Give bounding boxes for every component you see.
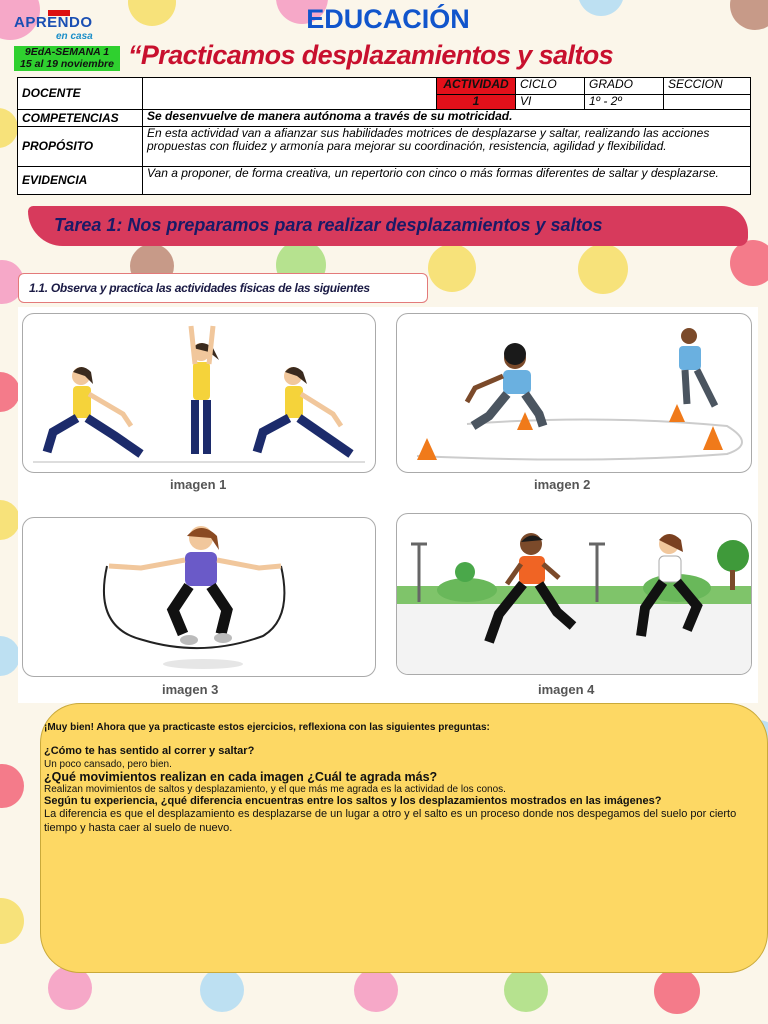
ciclo-label: CICLO xyxy=(516,78,585,95)
seccion-label: SECCION xyxy=(664,78,751,95)
week-badge xyxy=(14,46,120,71)
reflection-content xyxy=(44,722,758,835)
image-2-panel xyxy=(396,313,752,473)
jump-rope-illustration xyxy=(23,518,375,676)
docente-label: DOCENTE xyxy=(18,78,143,110)
answer-2: Realizan movimientos de saltos y desplazamiento, y el que más me agrada es la actividad de los conos. xyxy=(44,784,506,795)
competencias-value: Se desenvuelve de manera autónoma a través de su motricidad. xyxy=(143,110,751,127)
grado-label: GRADO xyxy=(585,78,664,95)
answer-3: La diferencia es que el desplazamiento es desplazarse de un lugar a otro y el salto es un proceso donde nos despegamos del suelo por cierto tiempo y hasta caer al suelo de nuevo. xyxy=(44,808,737,834)
image-3-panel xyxy=(22,517,376,677)
area-heading: EDUCACIÓN xyxy=(306,4,470,34)
decor-dot xyxy=(0,898,24,944)
actividad-value: 1 xyxy=(437,95,516,110)
decor-dot xyxy=(730,0,768,30)
image-4-panel xyxy=(396,513,752,675)
decor-dot xyxy=(354,968,398,1012)
answer-1: Un poco cansado, pero bien. xyxy=(44,759,172,770)
decor-dot xyxy=(578,244,628,294)
decor-dot xyxy=(730,240,768,286)
docente-value xyxy=(143,78,437,110)
decor-dot xyxy=(428,244,476,292)
image-3-caption: imagen 3 xyxy=(162,682,219,697)
aprendo-en-casa-logo xyxy=(14,10,106,46)
competencias-label: COMPETENCIAS xyxy=(18,110,143,127)
seccion-value xyxy=(664,95,751,110)
grado-value: 1º - 2º xyxy=(585,95,664,110)
evidencia-label: EVIDENCIA xyxy=(18,167,143,195)
decor-dot xyxy=(0,108,18,148)
decor-dot xyxy=(654,968,700,1014)
decor-dot xyxy=(0,764,24,808)
logo-text: APRENDO xyxy=(14,14,93,31)
week-dates: 15 al 19 noviembre xyxy=(20,58,114,70)
decor-dot xyxy=(0,636,20,676)
evidencia-value: Van a proponer, de forma creativa, un repertorio con cinco o más formas diferentes de saltar y desplazarse. xyxy=(143,167,751,195)
question-3: Según tu experiencia, ¿qué diferencia encuentras entre los saltos y los desplazamientos mostrados en las imágenes? xyxy=(44,795,662,807)
reflection-intro: ¡Muy bien! Ahora que ya practicaste estos ejercicios, reflexiona con las siguientes preguntas: xyxy=(44,722,490,733)
instruction-box xyxy=(18,273,428,303)
week-label: 9EdA-SEMANA 1 xyxy=(24,46,110,58)
decor-dot xyxy=(128,0,176,26)
proposito-label: PROPÓSITO xyxy=(18,127,143,167)
image-1-panel xyxy=(22,313,376,473)
decor-dot xyxy=(200,968,244,1012)
question-2: ¿Qué movimientos realizan en cada imagen ¿Cuál te agrada más? xyxy=(44,770,438,784)
page-title: “Practicamos desplazamientos y saltos xyxy=(128,40,614,70)
image-2-caption: imagen 2 xyxy=(534,477,591,492)
decor-dot xyxy=(0,372,20,412)
session-info-table xyxy=(17,77,751,195)
decor-dot xyxy=(578,0,624,16)
image-4-caption: imagen 4 xyxy=(538,682,595,697)
task-title: Tarea 1: Nos preparamos para realizar desplazamientos y saltos xyxy=(54,215,603,235)
exercise-images xyxy=(18,307,758,703)
task-banner xyxy=(28,206,748,246)
decor-dot xyxy=(0,500,20,540)
logo-subtext: en casa xyxy=(56,31,93,42)
actividad-label: ACTIVIDAD xyxy=(437,78,516,95)
instruction-text: 1.1. Observa y practica las actividades físicas de las siguientes xyxy=(29,281,370,295)
ciclo-value: VI xyxy=(516,95,585,110)
lunge-illustration xyxy=(23,314,375,472)
decor-dot xyxy=(504,968,548,1012)
cone-run-illustration xyxy=(397,314,751,472)
question-1: ¿Cómo te has sentido al correr y saltar? xyxy=(44,745,255,757)
proposito-value: En esta actividad van a afianzar sus habilidades motrices de desplazarse y saltar, realizando las acciones propuestas con fluidez y armonía para mejorar su coordinación, resistencia, agilidad y flexibilidad. xyxy=(143,127,751,167)
running-park-illustration xyxy=(397,514,751,674)
image-1-caption: imagen 1 xyxy=(170,477,227,492)
